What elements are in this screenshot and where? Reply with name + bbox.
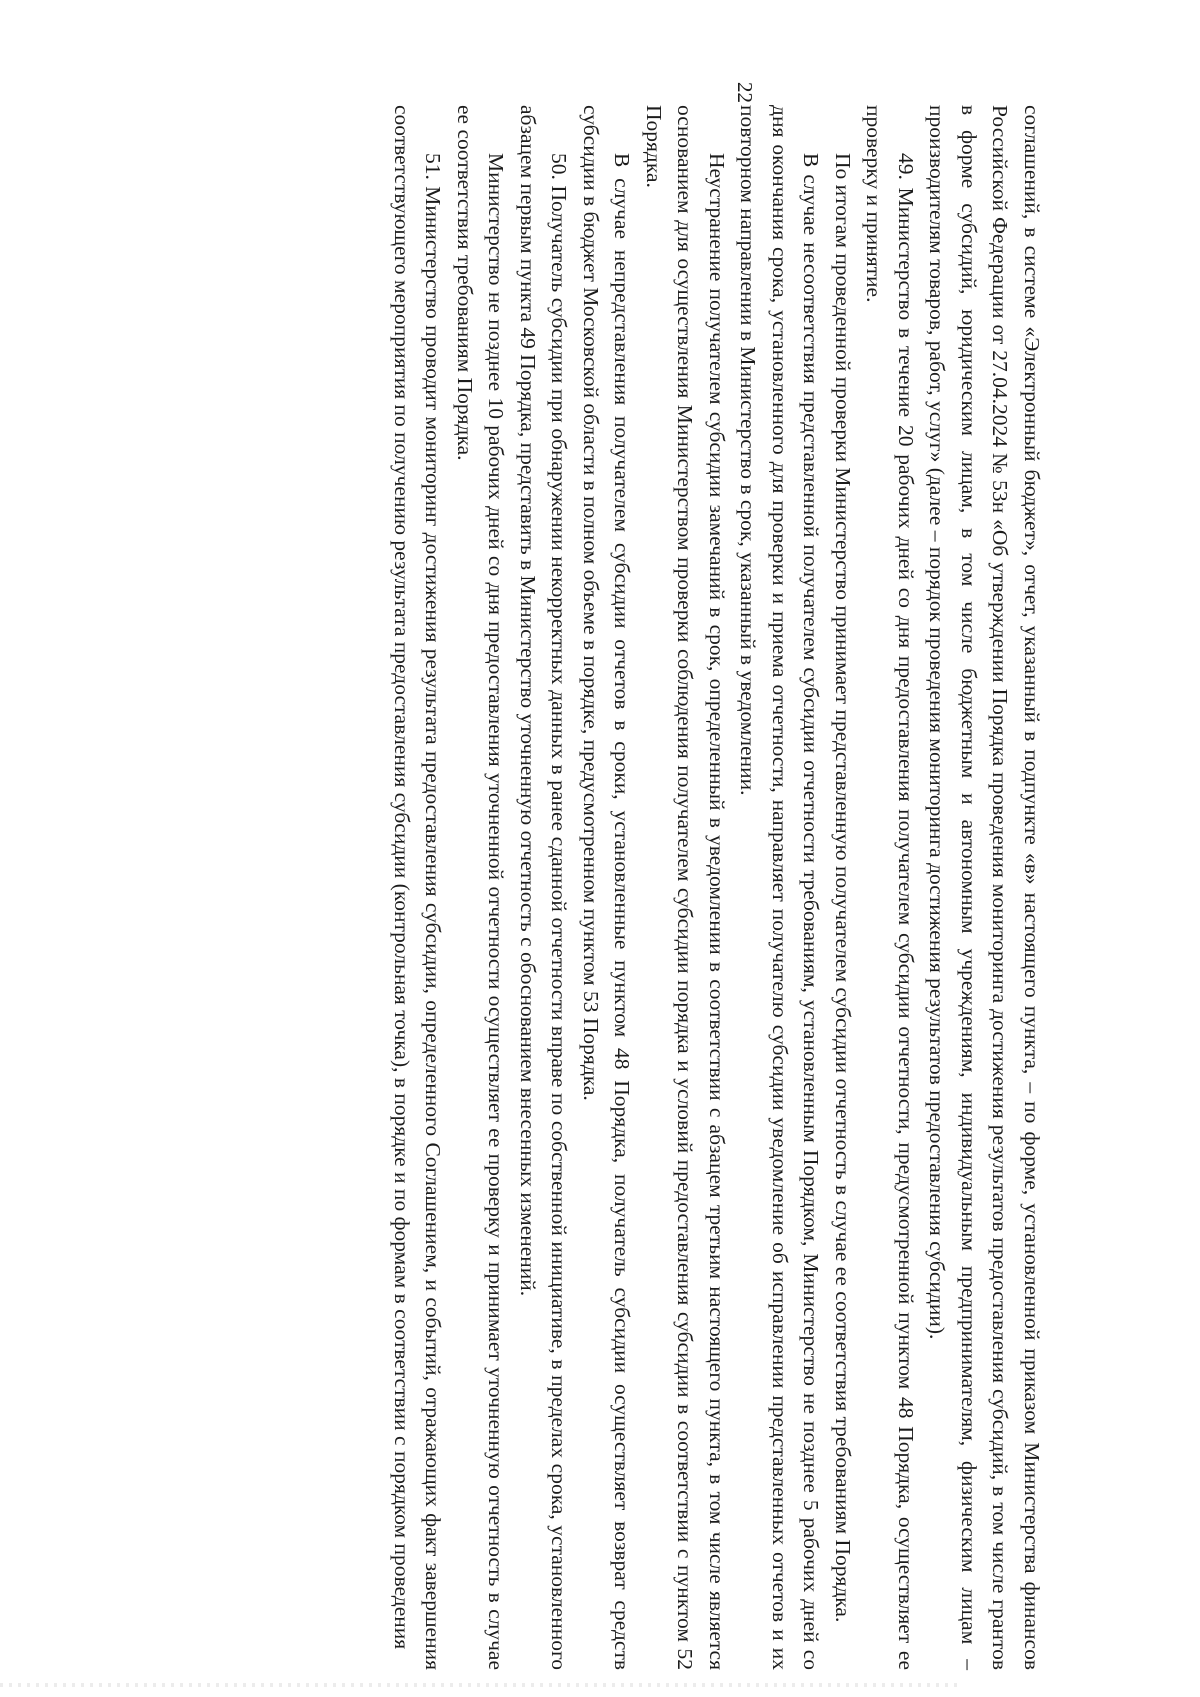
paragraph-uncorrected-remarks: Неустранение получателем субсидии замечаний в срок, определенный в уведомлении в соответствии с абзацем третьим настоящего пункта, в том числе является основанием для осуществления Министерством проверки соблюдения получателем субсидии порядка и условий предоставления субсидии в соответствии с пунктом 52 Порядка. [642,105,729,1670]
document-body [386,105,1048,1670]
paragraph-non-submission: В случае непредставления получателем субсидии отчетов в сроки, установленные пунктом 48 Порядка, получатель субсидии осуществляет возврат средств субсидии в бюджет Московской области в полном объеме в порядке, предусмотренном пунктом 53 Порядка. [579,105,635,1670]
paragraph-review-results: По итогам проведенной проверки Министерство принимает представленную получателем субсидии отчетность в случае ее соответствия требованиям Порядка. [831,153,855,1623]
page-number: 22 [733,82,757,103]
paragraph-corrected-reporting: Министерство не позднее 10 рабочих дней со дня предоставления уточненной отчетности осуществляет ее проверку и принимает уточненную отчетность в случае ее соответствия требованиям Порядка. [453,105,509,1670]
scan-edge-artifact [0,1683,960,1687]
paragraph-clause-50: 50. Получатель субсидии при обнаружении некорректных данных в ранее сданной отчетности вправе по собственной инициативе, в пределах срока, установленного абзацем первым пункта 49 Порядка, представить в Министерство уточненную отчетность с обоснованием внесенных изменений. [516,105,572,1670]
paragraph-clause-49: 49. Министерство в течение 20 рабочих дней со дня предоставления получателем субсидии отчетности, предусмотренной пунктом 48 Порядка, осуществляет ее проверку и принятие. [862,105,918,1670]
paragraph-nonconformity: В случае несоответствия представленной получателем субсидии отчетности требованиям, установленным Порядком, Министерство не позднее 5 рабочих дней со дня окончания срока, установленного для проверки и приема отчетности, направляет получателю субсидии уведомление об исправлении представленных отчетов и их повторном направлении в Министерство в срок, указанный в уведомлении. [736,105,824,1670]
paragraph-continuation: соглашений, в системе «Электронный бюджет», отчет, указанный в подпункте «в» настоящего пункта, – по форме, установленной приказом Министерства финансов Российской Федерации от 27.04.2024 № 53н «Об утверждении Порядка проведения мониторинга достижения результатов предоставления субсидий, в том числе грантов в форме субсидий, юридическим лицам, в том числе бюджетным и автономным учреждениям, индивидуальным предпринимателям, физическим лицам – производителям товаров, работ, услуг» (далее – порядок проведения мониторинга достижения результатов предоставления субсидии). [925,105,1044,1670]
paragraph-clause-51: 51. Министерство проводит мониторинг достижения результата предоставления субсидии, определенного Соглашением, и событий, отражающих факт завершения соответствующего мероприятия по получению результата предоставления субсидии (контрольная точка), в порядке и по формам в соответствии с порядком проведения [390,105,446,1670]
